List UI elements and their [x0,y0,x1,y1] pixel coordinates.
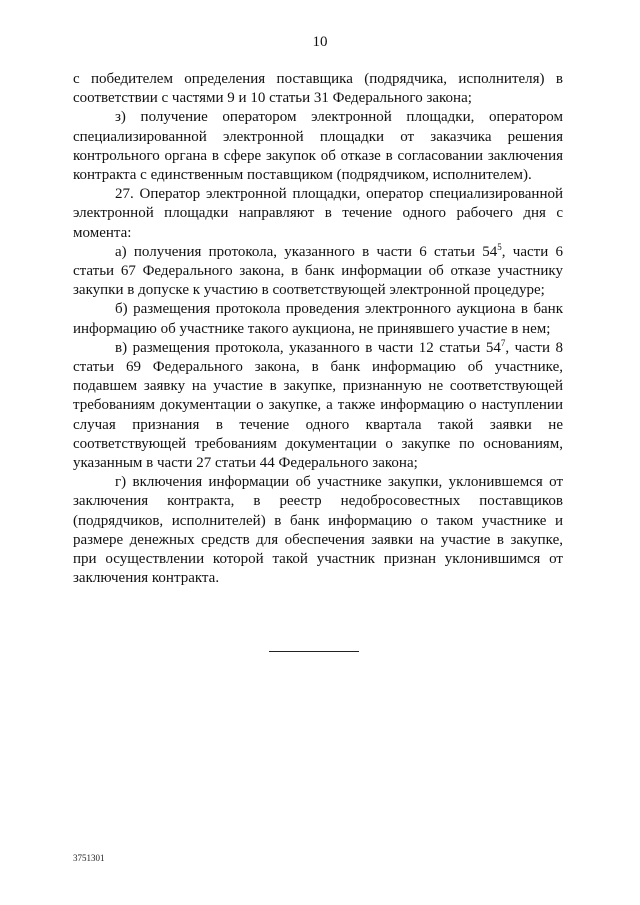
paragraph-item-a [73,243,563,301]
end-separator-line [269,651,359,652]
paragraph-item-b: б) размещения протокола проведения электронного аукциона в банк информацию об участнике такого аукциона, не принявшего участие в нем; [73,301,563,337]
paragraph-item-a-text: а) получения протокола, указанного в части 6 статьи 54 [115,243,498,260]
paragraph-item-a-text-cont: , части 6 статьи 67 Федерального закона, в банк информации об отказе участнику закупки в допуске к участию в соответствующей электронной процедуре; [73,243,563,299]
paragraph-27: 27. Оператор электронной площадки, оператор специализированной электронной площадки направляют в течение одного рабочего дня с момента: [73,186,563,241]
paragraph-item-z: з) получение оператором электронной площадки, оператором специализированной электронной площадки от заказчика решения контрольного органа в сфере закупок об отказе в согласовании заключения контракта с единственным поставщиком (подрядчиком, исполнителем). [73,109,563,184]
paragraph-item-v [73,339,563,473]
page-number: 10 [312,34,328,50]
paragraph-item-v-text: в) размещения протокола, указанного в части 12 статьи 54 [115,339,501,356]
paragraph-continuation: с победителем определения поставщика (подрядчика, исполнителя) в соответствии с частями 9 и 10 статьи 31 Федерального закона; [73,71,563,107]
superscript-5: 5 [497,241,502,252]
document-body [73,70,563,588]
paragraph-item-g: г) включения информации об участнике закупки, уклонившемся от заключения контракта, в реестр недобросовестных поставщиков (подрядчиков, исполнителей) в банк информацию о таком участнике и размере денежных средств для обеспечения заявки на участие в закупке, при осуществлении которой такой участник признан уклонившимся от заключения контракта. [73,474,563,587]
paragraph-item-v-text-cont: , части 8 статьи 69 Федерального закона, в банк информацию об участнике, подавшем заявку на участие в закупке, признанную не соответствующей требованиям документации о закупке, а также информацию о наступлении случая признания в течение одного квартала такой заявки не соответствующей требованиям документации о закупке по основаниям, указанным в части 27 статьи 44 Федерального закона; [73,339,563,472]
superscript-7: 7 [500,337,506,348]
document-code: 3751301 [73,853,105,863]
